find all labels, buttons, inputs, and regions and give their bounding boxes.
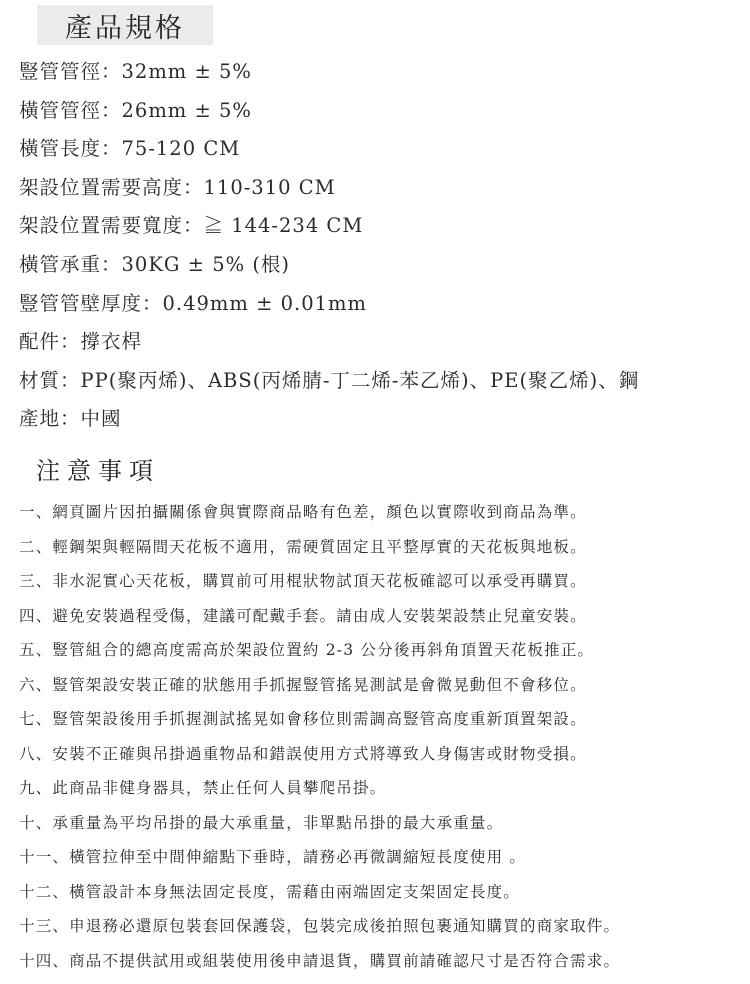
spec-horizontal-pipe-diameter: 橫管管徑：26mm ± 5% <box>19 98 252 122</box>
notice-item: 十二、橫管設計本身無法固定長度，需藉由兩端固定支架固定長度。 <box>19 882 521 901</box>
spec-vertical-pipe-diameter: 豎管管徑：32mm ± 5% <box>19 60 252 83</box>
spec-horizontal-pipe-length: 橫管長度：75-120 CM <box>19 137 241 161</box>
spec-accessories: 配件：撐衣桿 <box>19 330 143 354</box>
spec-load-capacity: 橫管承重：30KG ± 5% (根) <box>19 252 291 276</box>
notice-item: 七、豎管架設後用手抓握測試搖晃如會移位則需調高豎管高度重新頂置架設。 <box>19 710 587 728</box>
notice-item: 八、安裝不正確與吊掛過重物品和錯誤使用方式將導致人身傷害或財物受損。 <box>19 744 587 763</box>
notice-item: 十三、申退務必還原包裝套回保護袋，包裝完成後拍照包裹通知購買的商家取件。 <box>19 917 621 935</box>
notice-item: 六、豎管架設安裝正確的狀態用手抓握豎管搖晃測試是會微晃動但不會移位。 <box>19 675 587 694</box>
notice-item: 九、此商品非健身器具，禁止任何人員攀爬吊掛。 <box>19 779 387 797</box>
notice-item: 十四、商品不提供試用或組裝使用後申請退貨，購買前請確認尺寸是否符合需求。 <box>19 951 621 970</box>
spec-section-title: 產品規格 <box>37 5 213 45</box>
notice-section-title: 注意事項 <box>36 457 160 485</box>
notice-item: 三、非水泥實心天花板，購買前可用棍狀物試頂天花板確認可以承受再購買。 <box>19 572 587 590</box>
notice-item: 一、網頁圖片因拍攝關係會與實際商品略有色差，顏色以實際收到商品為準。 <box>19 503 587 521</box>
notice-item: 十一、橫管拉伸至中間伸縮點下垂時，請務必再微調縮短長度使用 。 <box>19 848 527 866</box>
spec-list <box>19 53 639 439</box>
notice-item: 五、豎管組合的總高度需高於架設位置約 2-3 公分後再斜角頂置天花板推正。 <box>19 641 595 659</box>
notice-item: 二、輕鋼架與輕隔間天花板不適用，需硬質固定且平整厚實的天花板與地板。 <box>19 537 587 556</box>
spec-material: 材質：PP(聚丙烯)、ABS(丙烯腈-丁二烯-苯乙烯)、PE(聚乙烯)、鋼 <box>19 368 640 392</box>
spec-wall-thickness: 豎管管壁厚度：0.49mm ± 0.01mm <box>19 291 368 315</box>
spec-install-height: 架設位置需要高度：110-310 CM <box>19 175 336 199</box>
spec-origin: 產地：中國 <box>19 407 122 431</box>
spec-install-width: 架設位置需要寬度：≧ 144-234 CM <box>19 214 364 238</box>
notice-list <box>19 495 620 978</box>
notice-item: 四、避免安裝過程受傷，建議可配戴手套。請由成人安裝架設禁止兒童安裝。 <box>19 606 587 625</box>
notice-item: 十、承重量為平均吊掛的最大承重量，非單點吊掛的最大承重量。 <box>19 813 504 832</box>
